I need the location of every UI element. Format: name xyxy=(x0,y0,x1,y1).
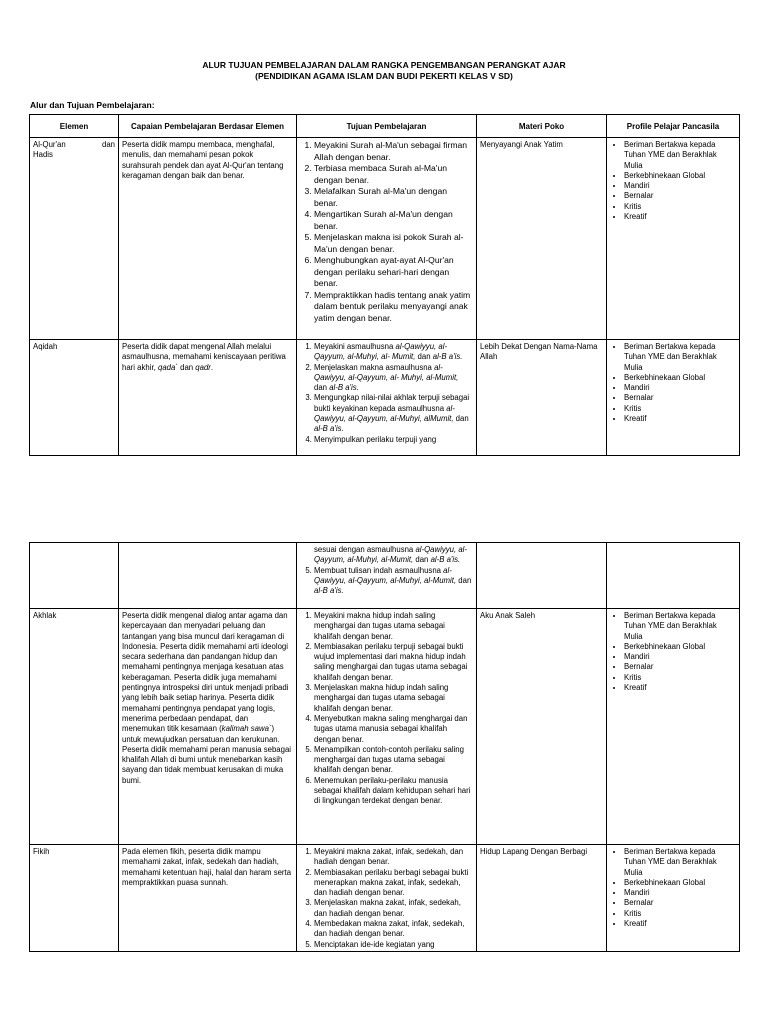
cell-materi: Menyayangi Anak Yatim xyxy=(477,138,607,340)
capaian-text: dan xyxy=(177,362,196,372)
list-item: 4. Menyimpulkan perilaku terpuji yang xyxy=(314,435,473,445)
capaian-text: Peserta didik dapat mengenal Allah melalui asmaulhusna, memahami keniscayaan peritiwa hari akhir, xyxy=(122,342,286,372)
list-item: 3. Mengungkap nilai-nilai akhlak terpuji sebagai bukti keyakinan kepada asmaulhusna al-Qawiyyu, al-Qayyum, al-Muhyi, alMumit, dan al-B a'is. xyxy=(314,393,473,434)
list-item: 1. Meyakini makna zakat, infak, sedekah, dan hadiah dengan benar. xyxy=(314,847,473,868)
list-item: 2. Terbiasa membaca Surah al-Ma'un dengan benar. xyxy=(314,163,473,186)
header-tujuan: Tujuan Pembelajaran xyxy=(297,115,477,138)
list-item: 6. Menemukan perilaku-perilaku manusia sebagai khalifah dalam kehidupan sehari hari di lingkungan terdekat dengan benar. xyxy=(314,776,473,807)
tujuan-continuation xyxy=(300,545,473,566)
profile-list xyxy=(610,847,736,929)
list-item: 6. Menghubungkan ayat-ayat Al-Qur'an dengan perilaku sehari-hari dengan benar. xyxy=(314,255,473,290)
list-item: sesuai dengan asmaulhusna al-Qawiyyu, al-Qayyum, al-Muhyi, al-Mumit, dan al-B a'is. xyxy=(314,545,467,565)
table-row xyxy=(30,138,740,340)
capaian-text: . xyxy=(210,362,214,372)
cell-elemen: Akhlak xyxy=(30,609,119,845)
list-item: 1. Meyakini asmaulhusna al-Qawiyyu, al-Qayyum, al-Muhyi, al- Mumit, dan al-B a'is. xyxy=(314,342,473,363)
list-item: 2. Membiasakan perilaku berbagi sebagai bukti menerapkan makna zakat, infak, sedekah, dan hadiah dengan benar. xyxy=(314,868,473,899)
list-item: • Kreatif xyxy=(624,414,736,424)
list-item: 1. Meyakini Surah al-Ma'un sebagai firman Allah dengan benar. xyxy=(314,140,473,163)
cell-materi: Aku Anak Saleh xyxy=(477,609,607,845)
cell-profile xyxy=(607,340,740,456)
list-item: • Mandiri xyxy=(624,888,736,898)
list-item: 2. Menjelaskan makna asmaulhusna al-Qawiyyu, al-Qayyum, al- Muhyi, al-Mumit, dan al-B a'is. xyxy=(314,363,473,394)
document-title: ALUR TUJUAN PEMBELAJARAN DALAM RANGKA PENGEMBANGAN PERANGKAT AJAR xyxy=(202,60,566,70)
tujuan-list xyxy=(300,140,473,324)
list-item: 5. Membuat tulisan indah asmaulhusna al-Qawiyyu, al-Qayyum, al-Muhyi, al-Mumit, dan al-B a'is. xyxy=(314,566,473,597)
list-item: • Kreatif xyxy=(624,919,736,929)
capaian-italic: kalimah sawa` xyxy=(221,724,272,734)
elemen-text: Al-Qur'an xyxy=(33,140,66,149)
table-row xyxy=(30,609,740,845)
list-item: 5. Menampilkan contoh-contoh perilaku saling menghargai dan tugas utama sebagai khalifah dengan benar. xyxy=(314,745,473,776)
list-item: 4. Mengartikan Surah al-Ma'un dengan benar. xyxy=(314,209,473,232)
list-item: 4. Membedakan makna zakat, infak, sedekah, dan hadiah dengan benar. xyxy=(314,919,473,940)
cell-tujuan xyxy=(297,845,477,952)
list-item: 5. Menciptakan ide-ide kegiatan yang xyxy=(314,940,473,950)
table-row xyxy=(30,543,740,609)
list-item: • Bernalar xyxy=(624,191,736,201)
cell-materi xyxy=(477,543,607,609)
list-item: 4. Menyebutkan makna saling menghargai dan tugas utama manusia sebagai khalifah dengan benar. xyxy=(314,714,473,745)
list-item: 3. Melafalkan Surah al-Ma'un dengan benar. xyxy=(314,186,473,209)
section-label: Alur dan Tujuan Pembelajaran: xyxy=(30,100,155,110)
list-item: • Beriman Bertakwa kepada Tuhan YME dan Berakhlak Mulia xyxy=(624,611,736,642)
table-row xyxy=(30,340,740,456)
list-item: 2. Membiasakan perilaku terpuji sebagai bukti wujud implementasi dari makna hidup indah saling menghargai dan tugas utama sebagai khalifah dengan benar. xyxy=(314,642,473,683)
list-item: • Mandiri xyxy=(624,652,736,662)
list-item: • Berkebhinekaan Global xyxy=(624,878,736,888)
list-item: • Bernalar xyxy=(624,662,736,672)
document-subtitle: (PENDIDIKAN AGAMA ISLAM DAN BUDI PEKERTI KELAS V SD) xyxy=(255,71,513,81)
cell-elemen: Aqidah xyxy=(30,340,119,456)
header-profile: Profile Pelajar Pancasila xyxy=(607,115,740,138)
list-item: • Kritis xyxy=(624,909,736,919)
cell-capaian xyxy=(119,609,297,845)
list-item: • Bernalar xyxy=(624,393,736,403)
elemen-text: dan xyxy=(101,140,115,149)
atp-table-page-1 xyxy=(29,114,740,456)
list-item: • Mandiri xyxy=(624,383,736,393)
list-item: • Beriman Bertakwa kepada Tuhan YME dan Berakhlak Mulia xyxy=(624,342,736,373)
cell-profile xyxy=(607,609,740,845)
cell-elemen: Fikih xyxy=(30,845,119,952)
list-item: • Bernalar xyxy=(624,898,736,908)
cell-capaian: Peserta didik mampu membaca, menghafal, menulis, dan memahami pesan pokok surahsurah pendek dan ayat Al-Qur'an tentang keragaman dengan baik dan benar. xyxy=(119,138,297,340)
list-item: 1. Meyakini makna hidup indah saling menghargai dan tugas utama sebagai khalifah dengan benar. xyxy=(314,611,473,642)
cell-tujuan xyxy=(297,138,477,340)
tujuan-list xyxy=(300,611,473,807)
list-item: 3. Menjelaskan makna zakat, infak, sedekah, dan hadiah dengan benar. xyxy=(314,898,473,919)
list-item: • Mandiri xyxy=(624,181,736,191)
capaian-italic: qada` xyxy=(157,362,178,372)
cell-elemen xyxy=(30,543,119,609)
table-header-row xyxy=(30,115,740,138)
list-item: • Kreatif xyxy=(624,212,736,222)
capaian-text: ) untuk mewujudkan persatuan dan kerukunan. Peserta didik memahami peran manusia sebagai khalifah Allah di bumi untuk menebarkan kasih sayang dan tidak membuat kerusakan di muka bumi. xyxy=(122,724,292,785)
list-item: • Kritis xyxy=(624,404,736,414)
profile-list xyxy=(610,140,736,222)
cell-profile xyxy=(607,845,740,952)
list-item: • Berkebhinekaan Global xyxy=(624,642,736,652)
header-capaian: Capaian Pembelajaran Berdasar Elemen xyxy=(119,115,297,138)
list-item: • Kreatif xyxy=(624,683,736,693)
tujuan-list xyxy=(300,342,473,445)
list-item: • Beriman Bertakwa kepada Tuhan YME dan Berakhlak Mulia xyxy=(624,847,736,878)
header-elemen: Elemen xyxy=(30,115,119,138)
list-item: • Beriman Bertakwa kepada Tuhan YME dan Berakhlak Mulia xyxy=(624,140,736,171)
cell-materi: Hidup Lapang Dengan Berbagi xyxy=(477,845,607,952)
list-item: 5. Menjelaskan makna isi pokok Surah al-Ma'un dengan benar. xyxy=(314,232,473,255)
cell-materi: Lebih Dekat Dengan Nama-Nama Allah xyxy=(477,340,607,456)
capaian-text: Peserta didik mengenal dialog antar agama dan kepercayaan dan menyadari peluang dan tantangan yang bisa muncul dari keragaman di Indonesia. Peserta didik memahami arti ideologi secara sederhana dan pandangan hidup dan memahami pentingnya menjaga kesatuan atas keberagaman. Peserta didik juga memahami pentingnya introspeksi diri untuk menjadi pribadi yang lebih baik setiap harinya. Peserta didik memahami pentingnya pendapat yang logis, menerima perbedaan pendapat, dan menemukan titik kesamaan ( xyxy=(122,611,289,734)
cell-tujuan xyxy=(297,543,477,609)
profile-list xyxy=(610,611,736,693)
list-item: • Berkebhinekaan Global xyxy=(624,373,736,383)
cell-tujuan xyxy=(297,609,477,845)
list-item: • Berkebhinekaan Global xyxy=(624,171,736,181)
list-item: • Kritis xyxy=(624,673,736,683)
profile-list xyxy=(610,342,736,424)
header-materi: Materi Poko xyxy=(477,115,607,138)
cell-tujuan xyxy=(297,340,477,456)
cell-profile xyxy=(607,543,740,609)
list-item: • Kritis xyxy=(624,202,736,212)
cell-profile xyxy=(607,138,740,340)
cell-capaian xyxy=(119,340,297,456)
capaian-italic: qadr xyxy=(195,362,211,372)
list-item: 7. Mempraktikkan hadis tentang anak yatim dalam bentuk perilaku menyayangi anak yatim dengan benar. xyxy=(314,290,473,325)
cell-capaian xyxy=(119,543,297,609)
list-item: 3. Menjelaskan makna hidup indah saling menghargai dan tugas utama sebagai khalifah dengan benar. xyxy=(314,683,473,714)
cell-elemen xyxy=(30,138,119,340)
cell-capaian: Pada elemen fikih, peserta didik mampu memahami zakat, infak, sedekah dan hadiah, memahami ketentuan haji, halal dan haram serta mempraktikkan puasa sunnah. xyxy=(119,845,297,952)
table-row xyxy=(30,845,740,952)
tujuan-list xyxy=(300,566,473,597)
atp-table-page-2 xyxy=(29,542,740,952)
elemen-text: Hadis xyxy=(33,150,53,160)
tujuan-list xyxy=(300,847,473,950)
